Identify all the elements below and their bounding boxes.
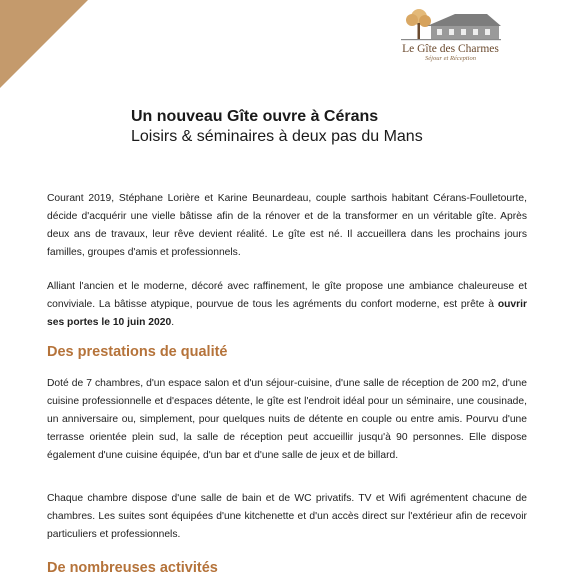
paragraph-chambres: Chaque chambre dispose d'une salle de bain et de WC privatifs. TV et Wifi agrémentent chacune de chambres. Les suites sont équipées d'une kitchenette et d'un accès direct sur l'extérieur afin de recevoir particuliers et professionnels. [47,493,527,540]
title-main: Un nouveau Gîte ouvre à Cérans [131,108,379,125]
paragraph-ambiance-text: Alliant l'ancien et le moderne, décoré avec raffinement, le gîte propose une ambiance chaleureuse et conviviale. La bâtisse atypique, pourvue de tous les agréments du confort moderne, est prête à [47,281,527,310]
opening-date: ouvrir ses portes le 10 juin 2020 [47,299,527,328]
section-heading-prestations: Des prestations de qualité [47,344,228,360]
logo-name: Le Gîte des Charmes [402,43,499,55]
house-tree-icon [397,8,505,42]
logo-tagline: Séjour et Réception [425,55,476,62]
section-heading-activites: De nombreuses activités [47,560,218,576]
paragraph-prestations: Doté de 7 chambres, d'un espace salon et d'un séjour-cuisine, d'une salle de réception de 200 m2, d'une cuisine professionnelle et d'espaces détente, le gîte est l'endroit idéal pour un séminaire, une cousinade, un anniversaire ou, simplement, pour quelques nuits de détente en couple ou entre amis. Pourvu d'une terrasse orientée plein sud, la salle de réception peut accueillir jusqu'à 90 personnes. Elle dispose également d'une cuisine équipée, d'un bar et d'une salle de jeux et de billard. [47,378,527,461]
title-subtitle: Loisirs & séminaires à deux pas du Mans [131,128,423,145]
corner-decoration [0,0,88,88]
logo [388,8,513,70]
page-title [131,107,423,147]
paragraph-intro: Courant 2019, Stéphane Lorière et Karine Beunardeau, couple sarthois habitant Cérans-Foulletourte, décide d'acquérir une vielle bâtisse afin de la rénover et de la transformer en un véritable gîte. Après deux ans de travaux, leur rêve devient réalité. Le gîte est né. Il accueillera dans les prochains jours familles, groupes d'amis et professionnels. [47,193,527,258]
paragraph-ambiance-end: . [171,317,175,328]
paragraph-ambiance [47,278,527,332]
